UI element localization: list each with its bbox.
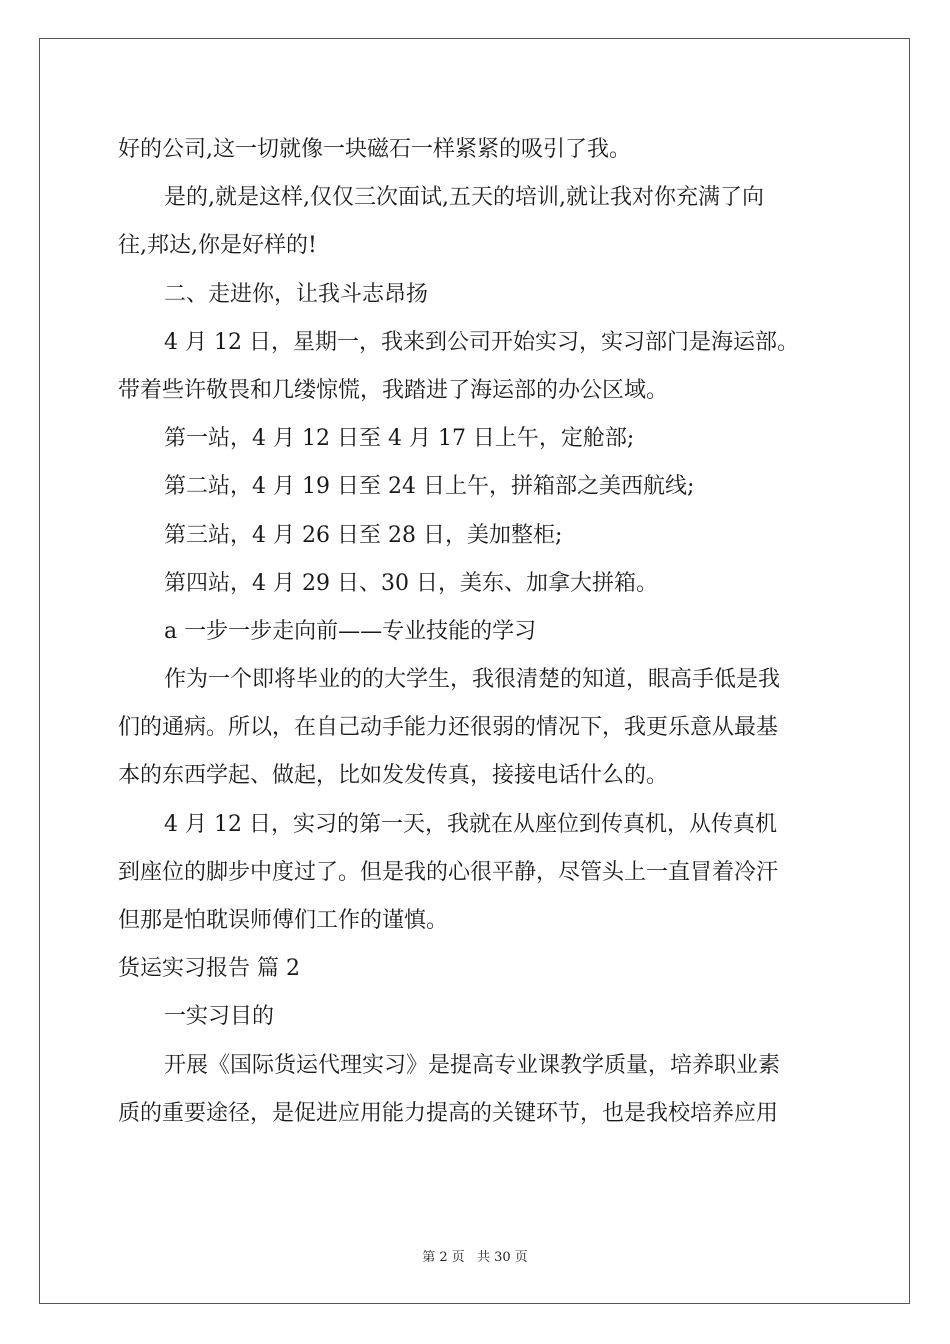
document-body	[118, 126, 838, 1138]
text-line: 质的重要途径，是促进应用能力提高的关键环节，也是我校培养应用	[118, 1100, 779, 1126]
text-line: 作为一个即将毕业的的大学生，我很清楚的知道，眼高手低是我	[164, 667, 781, 693]
text-line: 一实习目的	[164, 1004, 275, 1030]
page-footer	[0, 1246, 950, 1265]
text-line: 们的通病。所以，在自己动手能力还很弱的情况下，我更乐意从最基	[118, 715, 779, 741]
text-line: a 一步一步走向前——专业技能的学习	[164, 618, 537, 644]
text-line: 到座位的脚步中度过了。但是我的心很平静，尽管头上一直冒着冷汗	[118, 859, 779, 885]
text-line: 但那是怕耽误师傅们工作的谨慎。	[118, 908, 449, 933]
text-line: 开展《国际货运代理实习》是提高专业课教学质量，培养职业素	[164, 1052, 781, 1078]
text-line: 带着些许敬畏和几缕惊慌，我踏进了海运部的办公区域。	[118, 377, 669, 403]
text-line: 第二站，4 月 19 日至 24 日上午，拼箱部之美西航线;	[164, 474, 695, 500]
text-line: 4 月 12 日，实习的第一天，我就在从座位到传真机，从传真机	[164, 811, 777, 837]
page-number: 第 2 页	[422, 1250, 465, 1265]
text-line: 第一站，4 月 12 日至 4 月 17 日上午，定舱部;	[164, 426, 635, 452]
text-line: 第四站，4 月 29 日、30 日，美东、加拿大拼箱。	[164, 570, 658, 596]
text-line: 二、走进你，让我斗志昂扬	[164, 281, 429, 307]
text-line: 好的公司,这一切就像一块磁石一样紧紧的吸引了我。	[118, 137, 631, 162]
text-line: 是的,就是这样,仅仅三次面试,五天的培训,就让我对你充满了向	[164, 185, 764, 211]
text-line: 往,邦达,你是好样的!	[118, 233, 317, 259]
text-line: 4 月 12 日，星期一，我来到公司开始实习，实习部门是海运部。	[164, 329, 799, 355]
page-total: 共 30 页	[476, 1250, 528, 1265]
text-line: 本的东西学起、做起，比如发发传真，接接电话什么的。	[118, 763, 669, 789]
text-line: 第三站，4 月 26 日至 28 日，美加整柜;	[164, 522, 563, 548]
text-line: 货运实习报告 篇 2	[118, 956, 300, 982]
